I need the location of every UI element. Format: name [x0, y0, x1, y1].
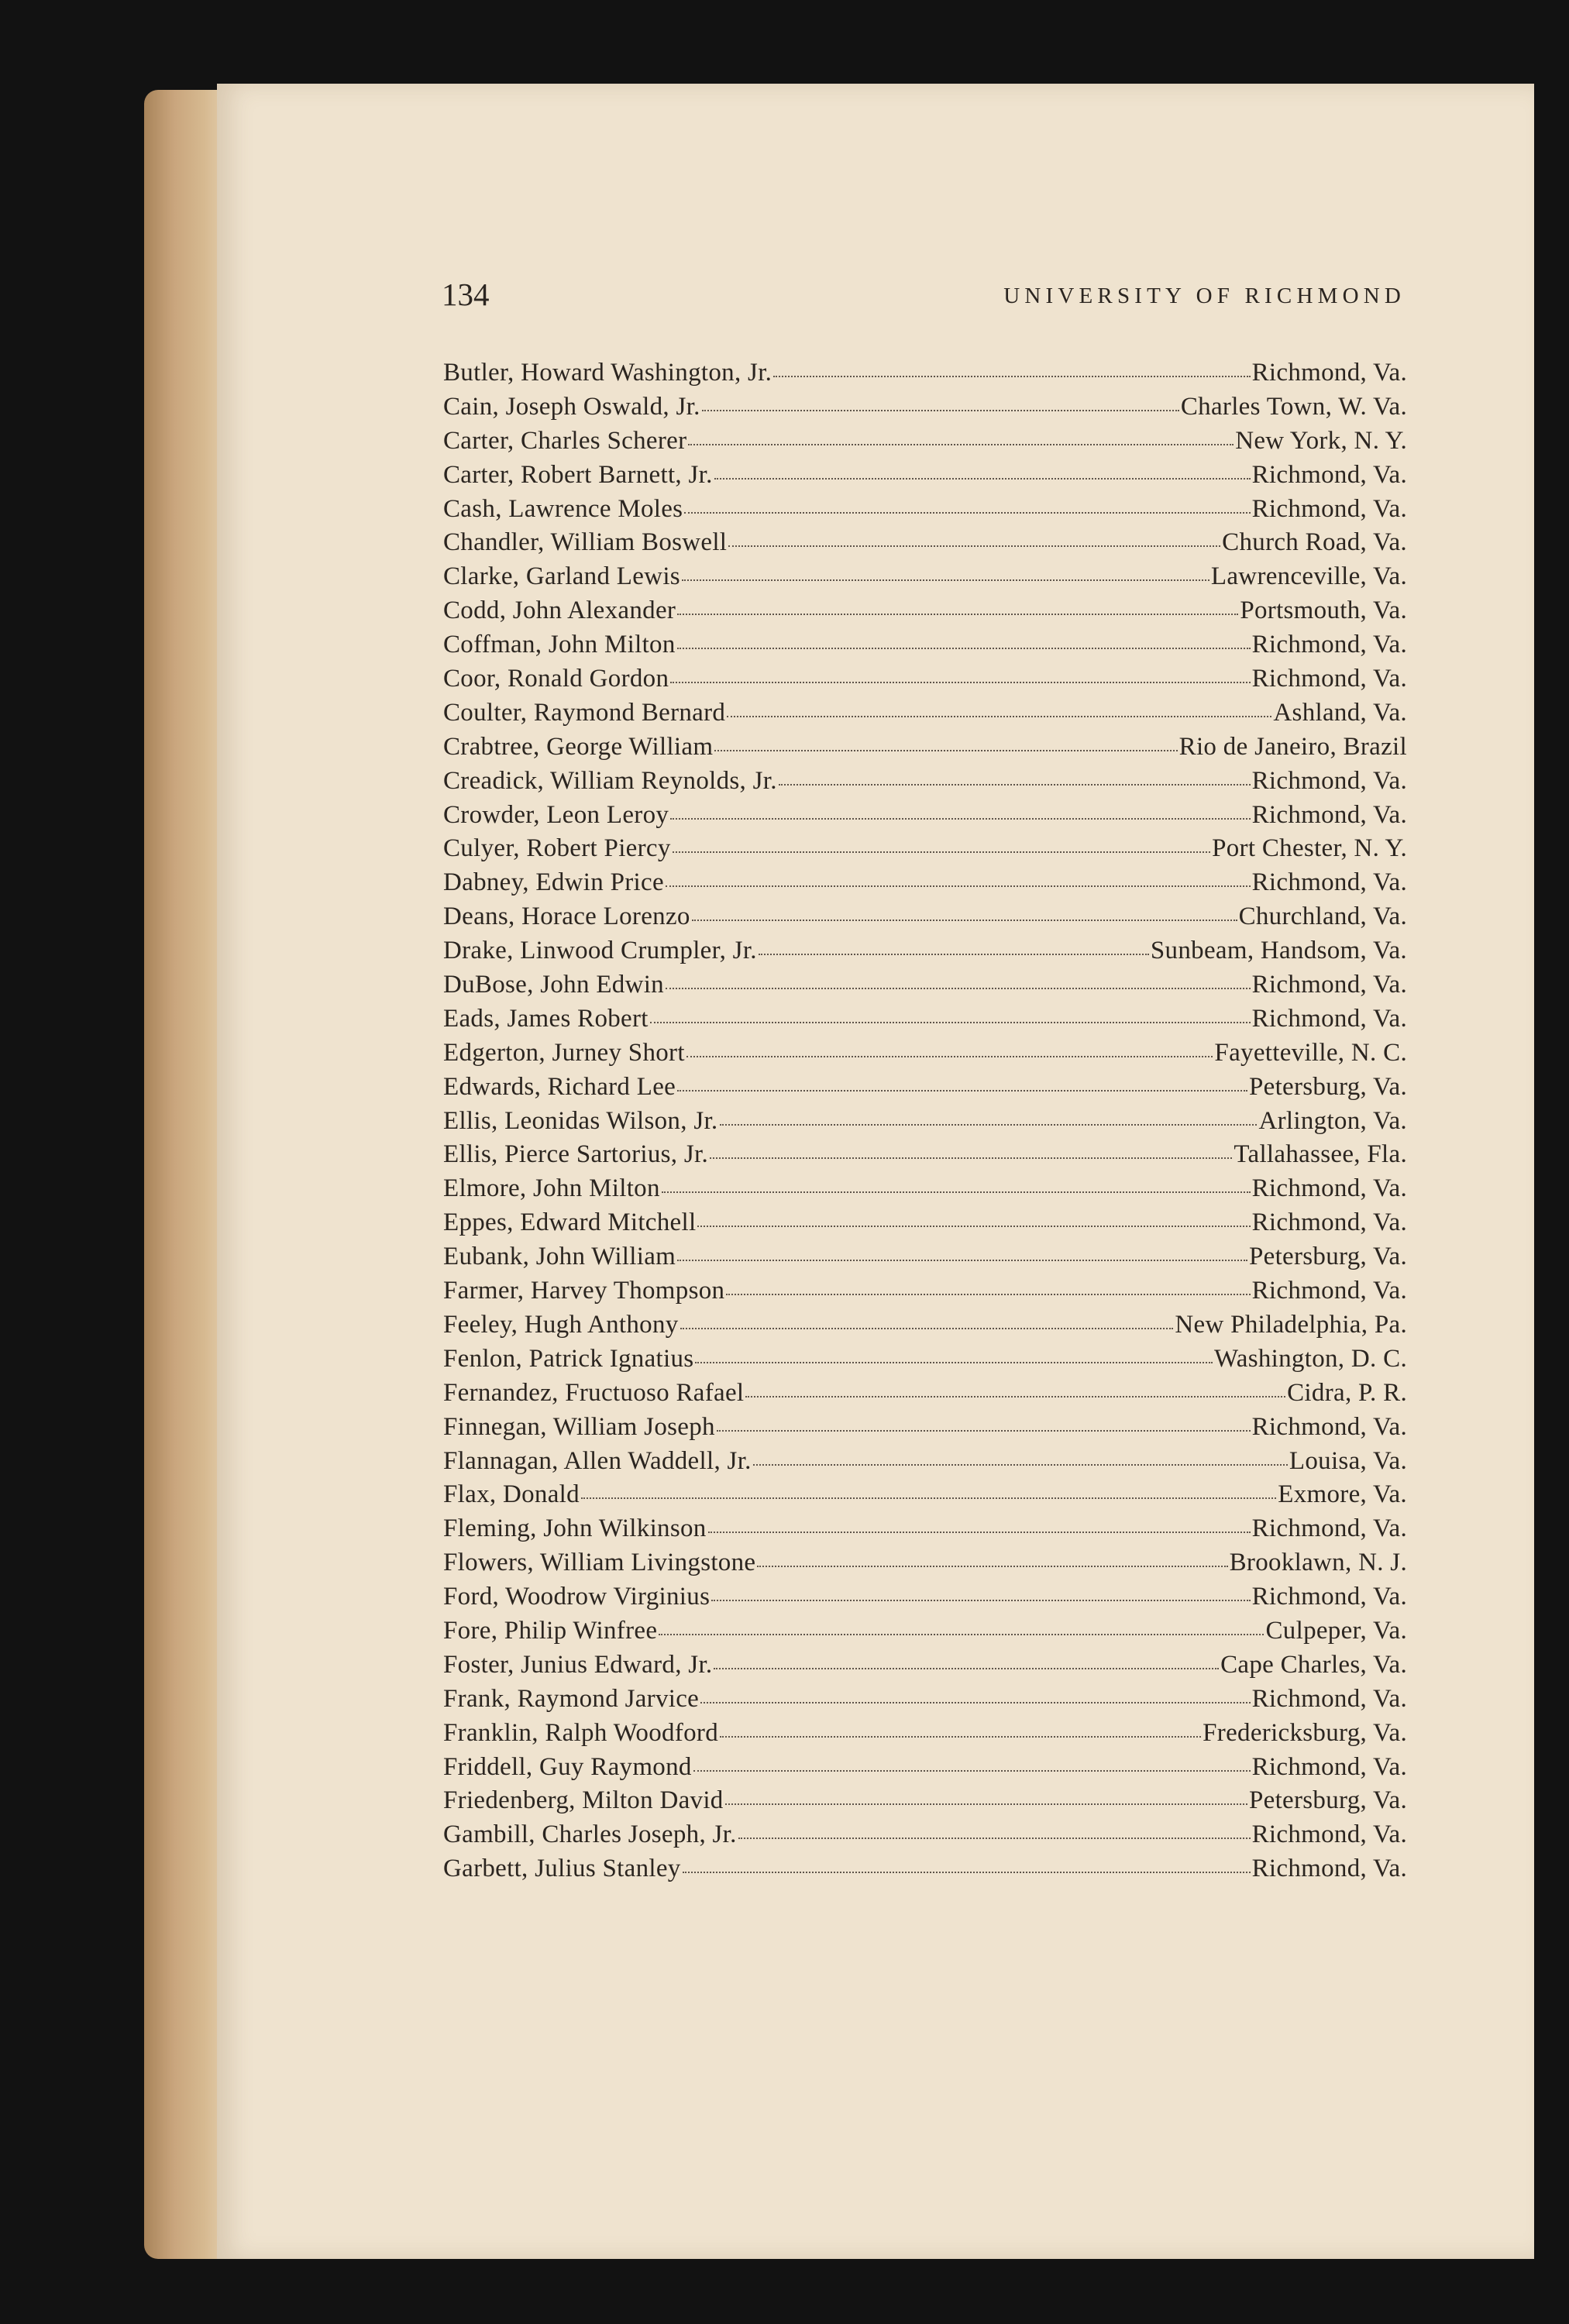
student-name: Eppes, Edward Mitchell	[443, 1208, 697, 1237]
roster-entry	[443, 1751, 1407, 1785]
roster-entry	[443, 832, 1407, 866]
roster-entry	[443, 1308, 1407, 1342]
hometown: Richmond, Va.	[1251, 971, 1407, 999]
roster-entry	[443, 1852, 1407, 1886]
student-name: Carter, Robert Barnett, Jr.	[443, 460, 713, 489]
student-name: Fleming, John Wilkinson	[443, 1514, 707, 1543]
student-name: Farmer, Harvey Thompson	[443, 1277, 725, 1305]
running-head: UNIVERSITY OF RICHMOND	[1003, 284, 1406, 308]
student-name: Crowder, Leon Leroy	[443, 800, 669, 829]
hometown: Charles Town, W. Va.	[1180, 392, 1407, 421]
hometown: Culpeper, Va.	[1265, 1616, 1407, 1645]
roster-entry	[443, 628, 1407, 662]
dot-leader	[677, 647, 1251, 649]
student-name: Carter, Charles Scherer	[443, 426, 687, 455]
dot-leader	[683, 1871, 1251, 1873]
student-name: Coulter, Raymond Bernard	[443, 698, 726, 727]
dot-leader	[682, 579, 1209, 581]
roster-entry	[443, 1683, 1407, 1717]
roster-entry	[443, 1512, 1407, 1546]
dot-leader	[666, 885, 1251, 887]
roster-entry	[443, 1818, 1407, 1852]
student-name: Edwards, Richard Lee	[443, 1072, 676, 1101]
student-name: Frank, Raymond Jarvice	[443, 1684, 700, 1713]
dot-leader	[666, 987, 1251, 989]
hometown: Richmond, Va.	[1251, 665, 1407, 693]
roster-entry	[443, 390, 1407, 425]
roster-entry	[443, 1546, 1407, 1580]
student-name: Clarke, Garland Lewis	[443, 562, 680, 591]
dot-leader	[680, 1327, 1174, 1329]
roster-entry	[443, 1138, 1407, 1172]
hometown: Ashland, Va.	[1273, 698, 1407, 727]
hometown: Arlington, Va.	[1258, 1106, 1407, 1135]
roster-entry	[443, 1377, 1407, 1411]
hometown: Richmond, Va.	[1251, 1174, 1407, 1203]
dot-leader	[697, 1225, 1250, 1227]
dot-leader	[702, 409, 1179, 411]
student-name: Edgerton, Jurney Short	[443, 1038, 685, 1067]
roster-entry	[443, 526, 1407, 560]
student-name: Drake, Linwood Crumpler, Jr.	[443, 937, 757, 965]
hometown: Richmond, Va.	[1251, 868, 1407, 897]
student-name: Crabtree, George William	[443, 732, 714, 761]
hometown: Richmond, Va.	[1251, 1277, 1407, 1305]
roster-entry	[443, 1037, 1407, 1071]
dot-leader	[686, 1055, 1213, 1057]
hometown: Richmond, Va.	[1251, 631, 1407, 659]
roster-entry	[443, 731, 1407, 765]
dot-leader	[745, 1395, 1285, 1397]
hometown: Richmond, Va.	[1251, 766, 1407, 795]
hometown: Cape Charles, Va.	[1220, 1650, 1407, 1679]
dot-leader	[710, 1157, 1232, 1159]
roster-entry	[443, 662, 1407, 696]
student-name: Friddell, Guy Raymond	[443, 1752, 692, 1781]
dot-leader	[714, 749, 1177, 751]
student-name: Chandler, William Boswell	[443, 528, 728, 557]
student-name: Creadick, William Reynolds, Jr.	[443, 766, 777, 795]
dot-leader	[677, 613, 1238, 615]
roster-entry	[443, 459, 1407, 493]
hometown: New York, N. Y.	[1235, 426, 1407, 455]
hometown: Richmond, Va.	[1251, 800, 1407, 829]
hometown: Rio de Janeiro, Brazil	[1178, 732, 1407, 761]
hometown: Petersburg, Va.	[1248, 1786, 1407, 1815]
dot-leader	[670, 681, 1250, 683]
dot-leader	[650, 1021, 1251, 1023]
roster-entry	[443, 1614, 1407, 1648]
student-name: Cash, Lawrence Moles	[443, 494, 683, 523]
hometown: Louisa, Va.	[1289, 1446, 1407, 1475]
dot-leader	[673, 851, 1210, 853]
student-name: Fore, Philip Winfree	[443, 1616, 658, 1645]
roster-entry	[443, 560, 1407, 594]
roster-entry	[443, 1411, 1407, 1445]
student-name: Franklin, Ralph Woodford	[443, 1718, 718, 1747]
dot-leader	[662, 1191, 1251, 1193]
student-name: Coffman, John Milton	[443, 631, 676, 659]
student-name: Ford, Woodrow Virginius	[443, 1583, 711, 1611]
roster-entry	[443, 1648, 1407, 1683]
hometown: Richmond, Va.	[1251, 1004, 1407, 1033]
student-name: Elmore, John Milton	[443, 1174, 660, 1203]
student-name: Deans, Horace Lorenzo	[443, 902, 690, 931]
dot-leader	[759, 953, 1149, 955]
hometown: Port Chester, N. Y.	[1212, 834, 1407, 863]
student-name: Finnegan, William Joseph	[443, 1412, 715, 1441]
hometown: Richmond, Va.	[1251, 460, 1407, 489]
roster-entry	[443, 1274, 1407, 1308]
hometown: Churchland, Va.	[1238, 902, 1407, 931]
hometown: Tallahassee, Fla.	[1234, 1140, 1407, 1169]
roster-entry	[443, 799, 1407, 833]
dot-leader	[738, 1837, 1251, 1839]
dot-leader	[693, 1769, 1251, 1772]
hometown: Richmond, Va.	[1251, 1684, 1407, 1713]
dot-leader	[670, 817, 1250, 820]
roster-entry	[443, 594, 1407, 628]
hometown: New Philadelphia, Pa.	[1175, 1310, 1407, 1339]
dot-leader	[717, 1429, 1251, 1432]
student-name: Fernandez, Fructuoso Rafael	[443, 1378, 745, 1407]
dot-leader	[773, 375, 1250, 377]
student-name: Fenlon, Patrick Ignatius	[443, 1344, 694, 1373]
roster-entry	[443, 1784, 1407, 1818]
dot-leader	[720, 1123, 1258, 1126]
roster-entry	[443, 1172, 1407, 1206]
student-name: Foster, Junius Edward, Jr.	[443, 1650, 713, 1679]
hometown: Richmond, Va.	[1251, 1855, 1407, 1883]
roster-entry	[443, 356, 1407, 390]
student-name: Eads, James Robert	[443, 1004, 649, 1033]
roster-entry	[443, 1478, 1407, 1512]
dot-leader	[714, 477, 1251, 480]
hometown: Richmond, Va.	[1251, 359, 1407, 387]
dot-leader	[677, 1259, 1247, 1261]
roster-entry	[443, 1105, 1407, 1139]
dot-leader	[720, 1735, 1201, 1738]
dot-leader	[688, 443, 1234, 445]
roster-entry	[443, 1206, 1407, 1240]
hometown: Richmond, Va.	[1251, 1208, 1407, 1237]
hometown: Lawrenceville, Va.	[1210, 562, 1407, 591]
student-name: Flax, Donald	[443, 1480, 580, 1509]
roster-entry	[443, 1580, 1407, 1614]
hometown: Fredericksburg, Va.	[1203, 1718, 1407, 1747]
hometown: Richmond, Va.	[1251, 1820, 1407, 1849]
student-name: Culyer, Robert Piercy	[443, 834, 671, 863]
student-name: Friedenberg, Milton David	[443, 1786, 724, 1815]
hometown: Brooklawn, N. J.	[1229, 1549, 1407, 1577]
roster-entry	[443, 900, 1407, 934]
roster-entry	[443, 493, 1407, 527]
hometown: Richmond, Va.	[1251, 494, 1407, 523]
student-name: Ellis, Leonidas Wilson, Jr.	[443, 1106, 718, 1135]
student-name: Flowers, William Livingstone	[443, 1549, 756, 1577]
dot-leader	[714, 1667, 1219, 1669]
roster-entry	[443, 696, 1407, 731]
roster-entry	[443, 425, 1407, 459]
roster-entry	[443, 1071, 1407, 1105]
hometown: Fayetteville, N. C.	[1214, 1038, 1407, 1067]
dot-leader	[711, 1599, 1250, 1601]
hometown: Petersburg, Va.	[1248, 1072, 1407, 1101]
hometown: Washington, D. C.	[1213, 1344, 1407, 1373]
page-number: 134	[442, 277, 490, 312]
hometown: Exmore, Va.	[1278, 1480, 1407, 1509]
student-name: Ellis, Pierce Sartorius, Jr.	[443, 1140, 709, 1169]
dot-leader	[684, 511, 1250, 514]
roster-entry	[443, 1342, 1407, 1377]
hometown: Sunbeam, Handsom, Va.	[1150, 937, 1407, 965]
hometown: Richmond, Va.	[1251, 1412, 1407, 1441]
student-name: Feeley, Hugh Anthony	[443, 1310, 679, 1339]
roster-entry	[443, 866, 1407, 900]
student-name: Dabney, Edwin Price	[443, 868, 664, 897]
roster-entry	[443, 934, 1407, 968]
hometown: Richmond, Va.	[1251, 1752, 1407, 1781]
dot-leader	[581, 1497, 1276, 1499]
dot-leader	[779, 783, 1251, 786]
student-name: Coor, Ronald Gordon	[443, 665, 669, 693]
student-name: DuBose, John Edwin	[443, 971, 664, 999]
dot-leader	[725, 1803, 1247, 1805]
dot-leader	[692, 919, 1237, 921]
roster-entry	[443, 1717, 1407, 1751]
student-name: Butler, Howard Washington, Jr.	[443, 359, 772, 387]
dot-leader	[677, 1089, 1247, 1092]
dot-leader	[726, 1293, 1250, 1295]
student-name: Cain, Joseph Oswald, Jr.	[443, 392, 700, 421]
student-name: Codd, John Alexander	[443, 596, 676, 625]
roster-entry	[443, 1445, 1407, 1479]
dot-leader	[708, 1531, 1251, 1533]
student-name: Eubank, John William	[443, 1243, 676, 1271]
dot-leader	[695, 1361, 1213, 1363]
dot-leader	[753, 1463, 1288, 1466]
roster-entry	[443, 1002, 1407, 1037]
dot-leader	[757, 1565, 1227, 1567]
roster-entry	[443, 1240, 1407, 1274]
hometown: Richmond, Va.	[1251, 1514, 1407, 1543]
student-roster	[443, 356, 1407, 1886]
student-name: Gambill, Charles Joseph, Jr.	[443, 1820, 737, 1849]
dot-leader	[727, 715, 1271, 717]
hometown: Cidra, P. R.	[1287, 1378, 1407, 1407]
hometown: Petersburg, Va.	[1248, 1243, 1407, 1271]
hometown: Richmond, Va.	[1251, 1583, 1407, 1611]
hometown: Portsmouth, Va.	[1240, 596, 1407, 625]
roster-entry	[443, 765, 1407, 799]
roster-entry	[443, 968, 1407, 1002]
dot-leader	[700, 1701, 1251, 1703]
dot-leader	[728, 545, 1220, 547]
hometown: Church Road, Va.	[1222, 528, 1407, 557]
student-name: Flannagan, Allen Waddell, Jr.	[443, 1446, 752, 1475]
dot-leader	[659, 1633, 1264, 1635]
student-name: Garbett, Julius Stanley	[443, 1855, 681, 1883]
